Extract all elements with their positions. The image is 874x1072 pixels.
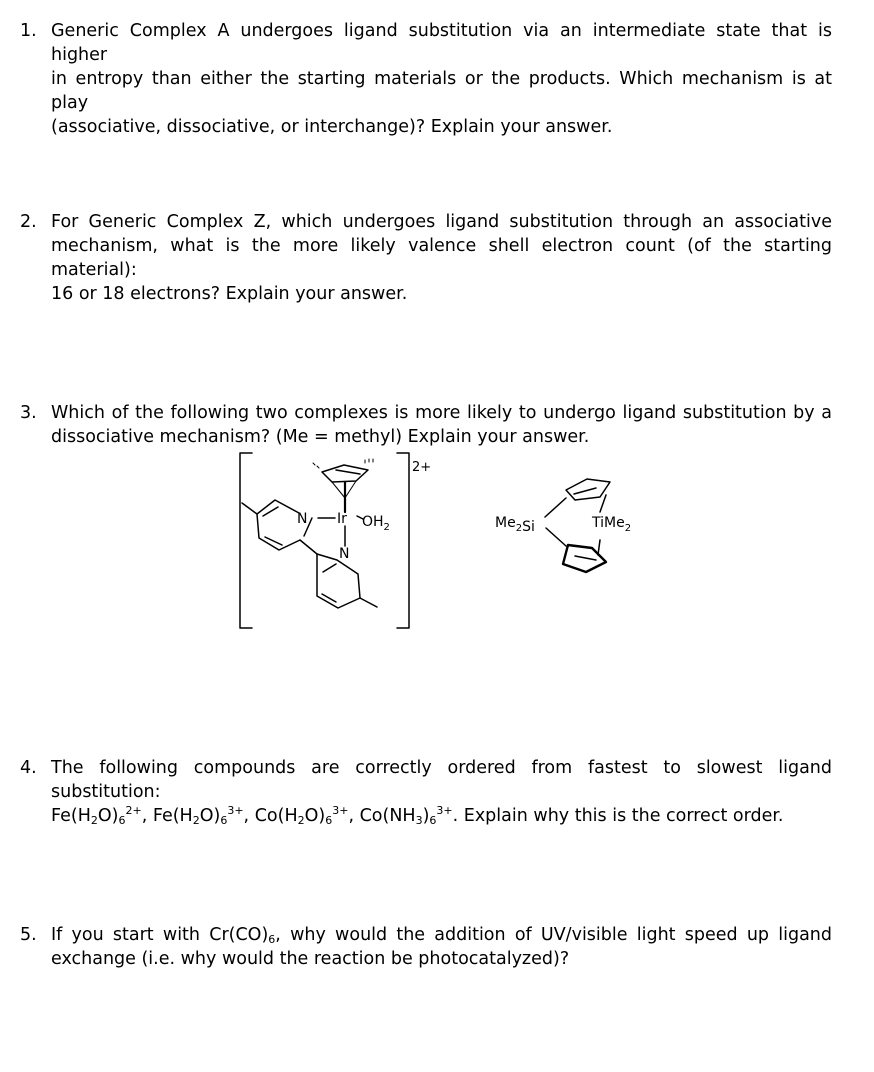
complex-2-left-group: $Me_2Si$ (495, 515, 535, 535)
question-5 (20, 923, 832, 971)
question-4-line-2-tail: . Explain why this is the correct order. (452, 806, 784, 826)
chemical-structures-figure (0, 445, 874, 645)
question-3 (20, 401, 832, 449)
question-3-line-1: Which of the following two complexes is more likely to undergo ligand substitution by a (51, 403, 832, 423)
question-2-line-1: For Generic Complex Z, which undergoes ligand substitution through an associative (51, 212, 832, 232)
compound-2-charge: 3+ (227, 804, 244, 817)
question-5-text (51, 923, 832, 971)
question-4-number: 4. (20, 758, 37, 778)
compound-3-charge: 3+ (332, 804, 349, 817)
pyridine-ring-upper (242, 500, 317, 554)
compound-2: $Fe(H_2O)_6^{3+}$ (152, 804, 244, 827)
compound-1: $Fe(H_2O)_6^{2+}$ (51, 804, 142, 827)
question-3-text (51, 401, 832, 449)
complex-1-n-upper: N (297, 511, 308, 527)
question-5-line-1: If you start with $Cr(CO)_6$, why would the addition of UV/visible light speed up ligand (51, 925, 832, 946)
question-1-line-2: in entropy than either the starting materials or the products. Which mechanism is at play (51, 69, 832, 113)
question-2-line-3: 16 or 18 electrons? Explain your answer. (51, 284, 408, 304)
question-1-number: 1. (20, 21, 37, 41)
complex-1-aqua: $OH_2$ (362, 514, 390, 533)
right-bracket (397, 453, 409, 628)
question-3-line-2: dissociative mechanism? (Me = methyl) Explain your answer. (51, 427, 590, 447)
question-1-line-3: (associative, dissociative, or interchange)? Explain your answer. (51, 117, 613, 137)
complex-1-charge: 2+ (412, 460, 432, 475)
question-2-line-2: mechanism, what is the more likely valence shell electron count (of the starting material): (51, 236, 832, 280)
cp-star-ring (313, 459, 373, 512)
compound-4: $Co(NH_3)_6^{3+}$ (359, 804, 453, 827)
question-1-line-1: Generic Complex A undergoes ligand substitution via an intermediate state that is higher (51, 21, 832, 65)
question-5-number: 5. (20, 925, 37, 945)
question-2 (20, 210, 832, 306)
pyridine-ring-lower (317, 554, 377, 608)
question-4-text (51, 756, 832, 828)
question-1-text (51, 19, 832, 139)
question-2-text (51, 210, 832, 306)
left-bracket (240, 453, 252, 628)
complex-1-metal: Ir (337, 511, 347, 527)
question-4-line-1: The following compounds are correctly ordered from fastest to slowest ligand substitution: (51, 758, 832, 802)
question-2-number: 2. (20, 212, 37, 232)
compound-4-charge: 3+ (436, 804, 453, 817)
question-3-number: 3. (20, 403, 37, 423)
question-1 (20, 19, 832, 139)
complex-1-n-lower: N (339, 546, 350, 562)
question-4 (20, 756, 832, 828)
complex-2-right-group: TiMe$_2$ (592, 515, 632, 534)
question-4-line-2: $Fe(H_2O)_6^{2+}$, $Fe(H_2O)_6^{3+}$, $Co(H_2O)_6^{3+}$, $Co(NH_3)_6^{3+}$. Explain why this is the correct order. (51, 804, 784, 827)
compound-1-charge: 2+ (125, 804, 142, 817)
question-5-line-2: exchange (i.e. why would the reaction be photocatalyzed)? (51, 949, 570, 969)
compound-3: $Co(H_2O)_6^{3+}$ (254, 804, 349, 827)
